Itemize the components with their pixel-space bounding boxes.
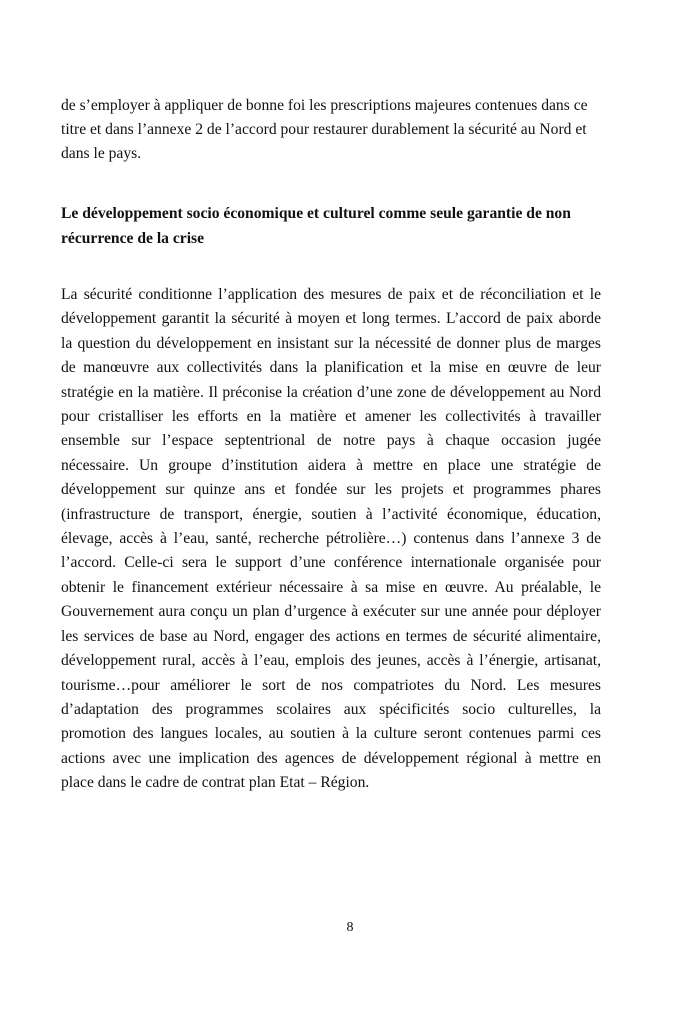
body-line: pour cristalliser les efforts en la matière et amener les collectivités à travailler (61, 408, 601, 426)
body-line: ensemble sur l’espace septentrional de notre pays à chaque occasion jugée (61, 432, 601, 450)
intro-line: titre et dans l’annexe 2 de l’accord pour restaurer durablement la sécurité au Nord et (61, 120, 587, 138)
body-line: élevage, accès à l’eau, santé, recherche pétrolière…) contenus dans l’annexe 3 de (61, 530, 601, 548)
intro-line: de s’employer à appliquer de bonne foi les prescriptions majeures contenues dans ce (61, 97, 588, 114)
body-line: l’accord. Celle-ci sera le support d’une conférence internationale organisée pour (61, 554, 601, 572)
heading-line: Le développement socio économique et culturel comme seule garantie de non (61, 205, 571, 222)
intro-paragraph (61, 94, 598, 165)
body-line: de manœuvre aux collectivités dans la planification et la mise en œuvre de leur (61, 359, 601, 377)
body-line: les services de base au Nord, engager des actions en termes de sécurité alimentaire, (61, 627, 601, 645)
body-line: promotion des langues locales, au soutien à la culture seront contenues parmi ces (61, 725, 601, 743)
heading-line: récurrence de la crise (61, 229, 205, 247)
body-line: développement rural, accès à l’eau, emplois des jeunes, accès à l’énergie, artisanat, (61, 652, 601, 670)
body-line: obtenir le financement extérieur nécessaire à sa mise en œuvre. Au préalable, le (61, 578, 601, 596)
body-line: développement sur quinze ans et fondée sur les projets et programmes phares (61, 481, 601, 499)
body-line: Gouvernement aura conçu un plan d’urgence à exécuter sur une année pour déployer (61, 603, 601, 621)
intro-line: dans le pays. (61, 144, 142, 162)
body-line: La sécurité conditionne l’application des mesures de paix et de réconciliation et le (61, 286, 601, 303)
body-line: développement garantit la sécurité à moyen et long termes. L’accord de paix aborde (61, 310, 601, 328)
body-line: actions avec une implication des agences de développement régional à mettre en (61, 749, 601, 767)
body-line: nécessaire. Un groupe d’institution aidera à mettre en place une stratégie de (61, 456, 601, 474)
body-line: (infrastructure de transport, énergie, soutien à l’activité économique, éducation, (61, 505, 601, 523)
body-line: d’adaptation des programmes scolaires aux spécificités socio culturelles, la (61, 700, 601, 718)
body-paragraph (61, 283, 601, 796)
page-number: 8 (346, 920, 354, 935)
body-line: tourisme…pour améliorer le sort de nos compatriotes du Nord. Les mesures (61, 676, 601, 694)
body-line: stratégie en la matière. Il préconise la création d’une zone de développement au Nord (61, 383, 601, 401)
section-heading (61, 202, 621, 251)
body-line: la question du développement en insistant sur la nécessité de donner plus de marges (61, 334, 601, 352)
body-line: place dans le cadre de contrat plan Etat – Région. (61, 774, 370, 792)
